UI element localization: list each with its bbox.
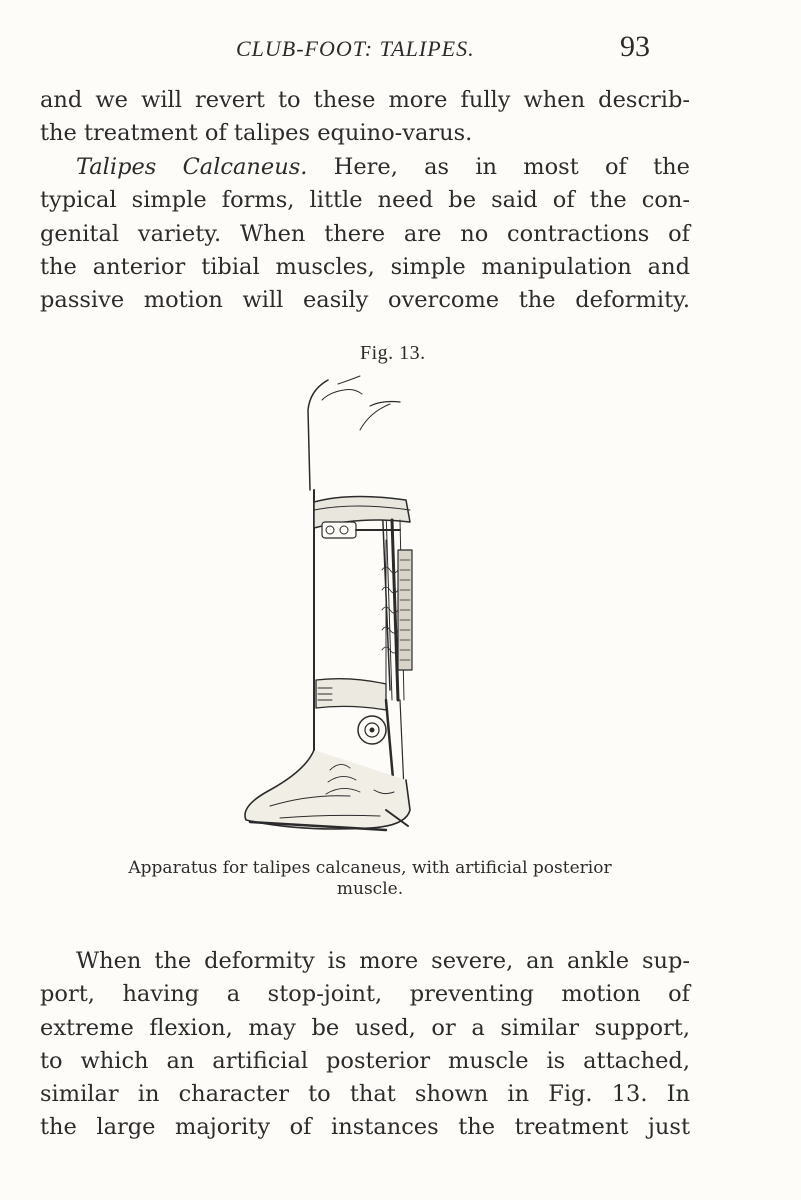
- figure-caption: [60, 858, 680, 900]
- text-line: typical simple forms, little need be said of the con-: [40, 187, 690, 214]
- leg-brace-illustration: [210, 370, 470, 840]
- text-line: the anterior tibial muscles, simple manipulation and: [40, 253, 690, 280]
- paragraph-2: [40, 151, 690, 317]
- figure-label: Fig. 13.: [360, 342, 426, 364]
- text-line: the treatment of talipes equino-varus.: [40, 120, 473, 147]
- section-term: Talipes Calcaneus.: [76, 154, 308, 180]
- text-line: port, having a stop-joint, preventing motion of: [40, 981, 690, 1008]
- text-line: genital variety. When there are no contractions of: [40, 220, 690, 247]
- brace-drawing: [210, 370, 470, 840]
- caption-line: muscle.: [336, 879, 404, 899]
- paragraph-1: [40, 84, 690, 151]
- page-number: 93: [620, 30, 650, 63]
- text-line: passive motion will easily overcome the deformity.: [40, 287, 690, 314]
- text-line: [40, 151, 690, 184]
- paragraph-3: [40, 945, 690, 1145]
- text-line: similar in character to that shown in Fig. 13. In: [40, 1081, 690, 1108]
- text-line: the large majority of instances the treatment just: [40, 1114, 690, 1141]
- caption-line: Apparatus for talipes calcaneus, with artificial posterior: [128, 858, 612, 878]
- text-line: When the deformity is more severe, an ankle sup-: [76, 948, 690, 974]
- text-line: and we will revert to these more fully when describ-: [40, 87, 690, 113]
- running-head: CLUB-FOOT: TALIPES.: [236, 36, 475, 61]
- text-fragment: Here, as in most of the: [307, 154, 690, 180]
- text-line: to which an artificial posterior muscle is attached,: [40, 1047, 690, 1074]
- text-line: extreme flexion, may be used, or a similar support,: [40, 1014, 690, 1041]
- page-header: [0, 30, 801, 66]
